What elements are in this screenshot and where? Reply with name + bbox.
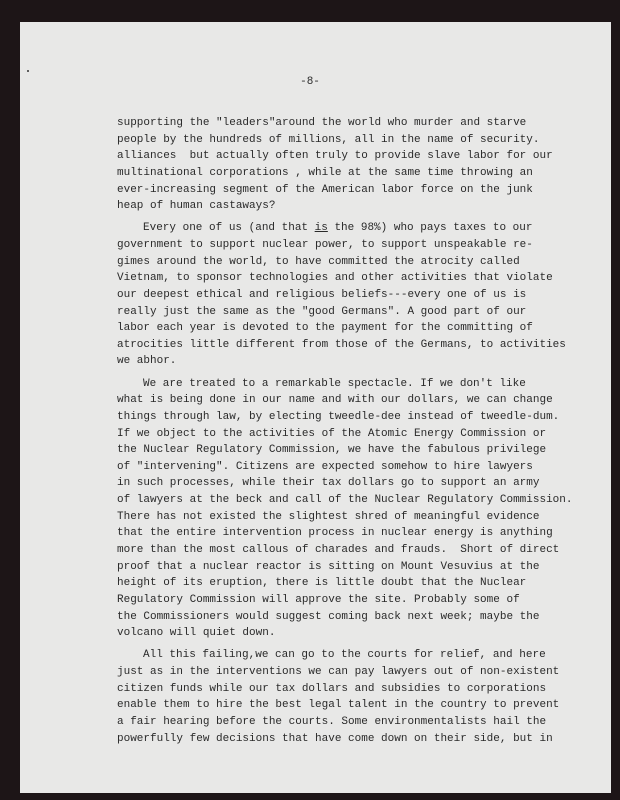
text-line: heap of human castaways?: [117, 200, 276, 213]
text-line: in such processes, while their tax dollars go to support an army: [117, 477, 540, 490]
text-line: proof that a nuclear reactor is sitting on Mount Vesuvius at the: [117, 560, 540, 573]
text-line: that the entire intervention process in nuclear energy is anything: [117, 527, 553, 540]
paragraph: [117, 115, 587, 215]
text-line: alliances but actually often truly to provide slave labor for our: [117, 150, 553, 163]
text-line: enable them to hire the best legal talent in the country to prevent: [117, 699, 560, 712]
paragraph: [117, 647, 587, 747]
text-line: ever-increasing segment of the American labor force on the junk: [117, 183, 533, 196]
text-line: If we object to the activities of the Atomic Energy Commission or: [117, 427, 547, 440]
text-line: the Commissioners would suggest coming back next week; maybe the: [117, 610, 540, 623]
text-line: citizen funds while our tax dollars and subsidies to corporations: [117, 682, 547, 695]
text-line: height of its eruption, there is little doubt that the Nuclear: [117, 577, 527, 590]
text-line: There has not existed the slightest shred of meaningful evidence: [117, 510, 540, 523]
text-line: All this failing,we can go to the courts for relief, and here: [143, 649, 546, 662]
text-line: labor each year is devoted to the payment for the committing of: [117, 322, 533, 335]
text-line: multinational corporations , while at the same time throwing an: [117, 166, 533, 179]
text-line: just as in the interventions we can pay lawyers out of non-existent: [117, 666, 560, 678]
paper-speck: [27, 70, 29, 72]
paragraph: [117, 220, 587, 370]
document-body: [117, 115, 587, 747]
page-number: -8-: [300, 76, 320, 88]
text-line: our deepest ethical and religious beliefs---every one of us is: [117, 288, 527, 301]
text-line: gimes around the world, to have committed the atrocity called: [117, 255, 520, 268]
text-line: powerfully few decisions that have come down on their side, but in: [117, 732, 553, 745]
text-line: [117, 220, 587, 237]
text-line: the Nuclear Regulatory Commission, we have the fabulous privilege: [117, 444, 547, 457]
text-segment: Every one of us (and that: [143, 222, 315, 235]
text-line: more than the most callous of charades and frauds. Short of direct: [117, 544, 560, 557]
text-segment: the 98%) who pays taxes to our: [327, 222, 533, 235]
text-line: what is being done in our name and with our dollars, we can change: [117, 394, 553, 407]
text-line: government to support nuclear power, to support unspeakable re-: [117, 238, 533, 251]
underlined-word: is: [314, 222, 328, 235]
text-line: of "intervening". Citizens are expected somehow to hire lawyers: [117, 460, 533, 473]
text-line: We are treated to a remarkable spectacle. If we don't like: [143, 377, 526, 390]
text-line: really just the same as the "good Germans". A good part of our: [117, 305, 527, 318]
text-line: supporting the "leaders"around the world who murder and starve: [117, 117, 527, 129]
text-line: people by the hundreds of millions, all in the name of security.: [117, 133, 540, 146]
text-line: a fair hearing before the courts. Some environmentalists hail the: [117, 715, 547, 728]
text-line: we abhor.: [117, 355, 177, 368]
paragraph: [117, 376, 587, 642]
text-line: of lawyers at the beck and call of the Nuclear Regulatory Commission.: [117, 494, 573, 507]
text-line: atrocities little different from those of the Germans, to activities: [117, 338, 566, 351]
text-line: Regulatory Commission will approve the site. Probably some of: [117, 593, 520, 606]
text-line: volcano will quiet down.: [117, 627, 276, 640]
text-line: things through law, by electing tweedle-dee instead of tweedle-dum.: [117, 410, 560, 423]
text-line: Vietnam, to sponsor technologies and other activities that violate: [117, 272, 553, 285]
